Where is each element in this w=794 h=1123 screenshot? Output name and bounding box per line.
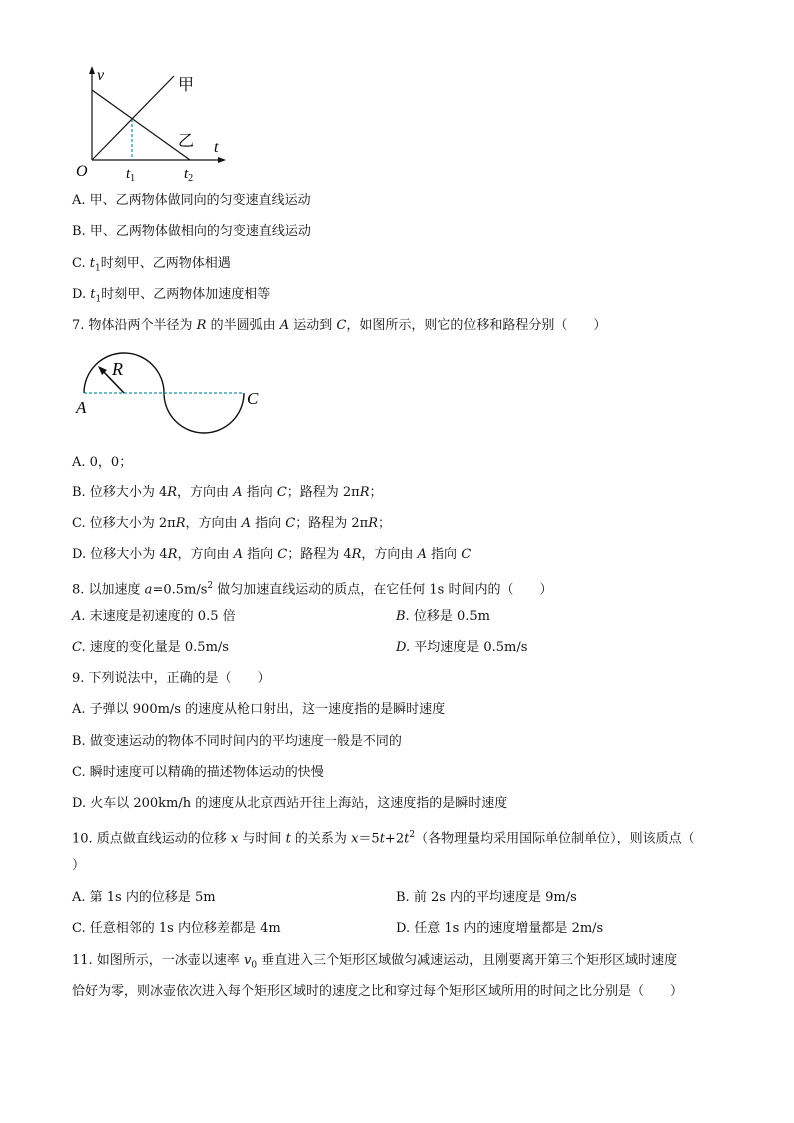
label-jia: 甲 <box>178 77 195 94</box>
v-axis-label: v <box>97 67 105 84</box>
q10-stem-line2: ） <box>72 858 86 873</box>
q6-option-c: C. $t_1$时刻甲、乙两物体相遇 <box>72 256 231 274</box>
label-yi: 乙 <box>178 133 195 150</box>
q10-option-a: A. 第 1s 内的位移是 5m <box>72 890 216 905</box>
q11-stem-line2: 恰好为零，则冰壶依次进入每个矩形区域时的速度之比和穿过每个矩形区域所用的时间之比分别是（ ） <box>72 984 684 999</box>
vt-graph-figure <box>70 62 240 184</box>
t-axis-label: t <box>214 139 219 156</box>
fig-label-a: A <box>76 398 87 417</box>
line-yi <box>92 90 190 160</box>
q6-option-b: B. 甲、乙两物体做相向的匀变速直线运动 <box>72 224 311 239</box>
q9-option-a: A. 子弹以 900m/s 的速度从枪口射出，这一速度指的是瞬时速度 <box>72 702 446 717</box>
line-jia <box>92 76 174 160</box>
v-axis-arrow <box>89 66 95 74</box>
q8-option-a: A. 末速度是初速度的 0.5 倍 <box>72 609 236 624</box>
q8-option-d: D. 平均速度是 0.5m/s <box>396 640 528 655</box>
q10-option-d: D. 任意 1s 内的速度增量都是 2m/s <box>396 921 604 936</box>
q8-option-c: C. 速度的变化量是 0.5m/s <box>72 640 229 655</box>
t2-label: $t_2$ <box>184 166 194 184</box>
q7-option-d: D. 位移大小为 4R，方向由 A 指向 C；路程为 4R，方向由 A 指向 C <box>72 547 472 562</box>
q7-stem: 7. 物体沿两个半径为 R 的半圆弧由 A 运动到 C，如图所示，则它的位移和路程分别（ ） <box>72 318 607 333</box>
q10-stem: 10. 质点做直线运动的位移 x 与时间 t 的关系为 $x=5t+2t^2$（各物理量均采用国际单位制单位），则该质点（ <box>72 830 695 847</box>
q8-stem: 8. 以加速度 $a=0.5m/s^2$ 做匀加速直线运动的质点，在它任何 1s 时间内的（ ） <box>72 581 553 598</box>
q10-option-c: C. 任意相邻的 1s 内位移差都是 4m <box>72 921 281 936</box>
t-axis-arrow <box>218 157 226 163</box>
origin-label: O <box>76 163 88 180</box>
q11-stem-line1: 11. 如图所示，一冰壶以速率 $v_0$ 垂直进入三个矩形区域做匀减速运动，且刚要离开第三个矩形区域时速度 <box>72 953 678 971</box>
lower-semicircle <box>164 393 244 433</box>
q6-option-d: D. $t_1$时刻甲、乙两物体加速度相等 <box>72 287 271 305</box>
q9-option-d: D. 火车以 200km/h 的速度从北京西站开往上海站，这速度指的是瞬时速度 <box>72 796 508 811</box>
q7-option-b: B. 位移大小为 4R，方向由 A 指向 C；路程为 2πR； <box>72 485 383 500</box>
t1-label: $t_1$ <box>126 166 136 184</box>
fig-label-c: C <box>247 389 259 408</box>
upper-semicircle <box>84 353 164 393</box>
q9-option-b: B. 做变速运动的物体不同时间内的平均速度一般是不同的 <box>72 734 402 749</box>
q7-option-a: A. 0，0； <box>72 455 133 470</box>
q7-option-c: C. 位移大小为 2πR，方向由 A 指向 C；路程为 2πR； <box>72 516 392 531</box>
semicircle-path-figure <box>72 345 272 440</box>
q9-stem: 9. 下列说法中，正确的是（ ） <box>72 671 271 686</box>
q9-option-c: C. 瞬时速度可以精确的描述物体运动的快慢 <box>72 765 324 780</box>
q8-option-b: B. 位移是 0.5m <box>396 609 490 624</box>
q10-option-b: B. 前 2s 内的平均速度是 9m/s <box>396 890 577 905</box>
q6-option-a: A. 甲、乙两物体做同向的匀变速直线运动 <box>72 193 311 208</box>
fig-label-r: R <box>112 359 123 379</box>
